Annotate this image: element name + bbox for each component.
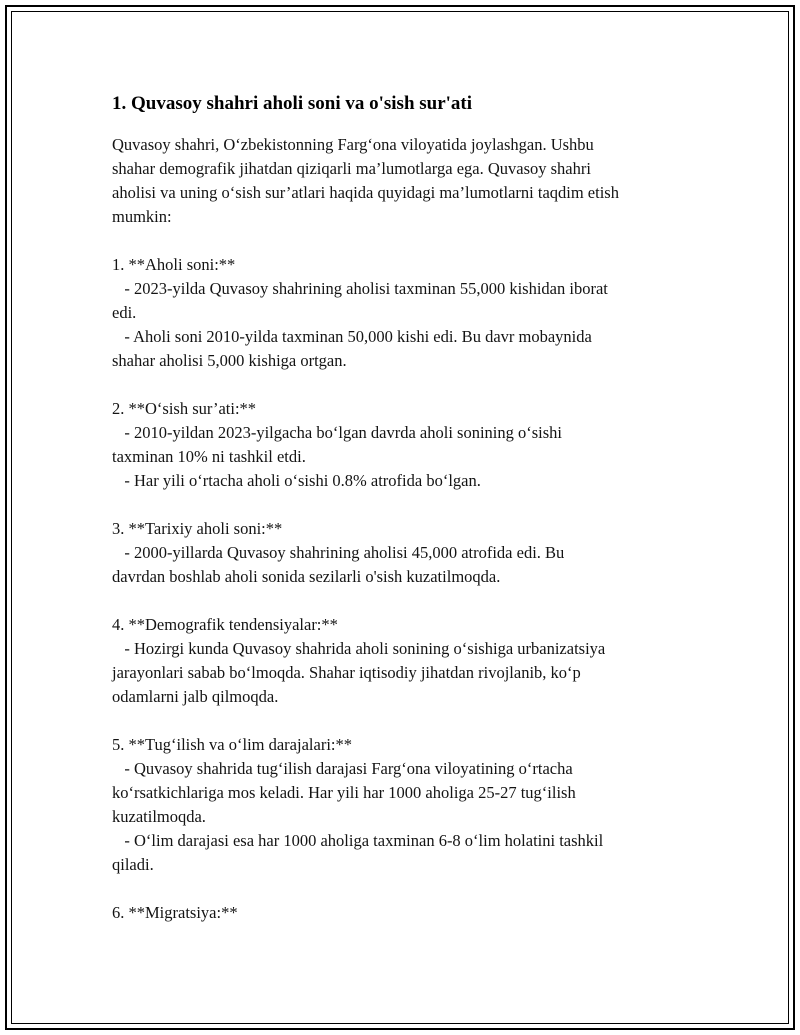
- intro-line: shahar demografik jihatdan qiziqarli ma’lumotlarga ega. Quvasoy shahri: [112, 159, 591, 178]
- section-line: - Hozirgi kunda Quvasoy shahrida aholi sonining o‘sishiga urbanizatsiya: [112, 639, 606, 658]
- section-heading: 2. **O‘sish sur’ati:**: [112, 399, 257, 418]
- section-heading: 6. **Migratsiya:**: [112, 903, 238, 922]
- section-demografik-tendensiyalar: [112, 613, 712, 709]
- document-title: 1. Quvasoy shahri aholi soni va o'sish sur'ati: [112, 93, 473, 114]
- section-line: - Har yili o‘rtacha aholi o‘sishi 0.8% atrofida bo‘lgan.: [112, 471, 481, 490]
- section-line: - 2010-yildan 2023-yilgacha bo‘lgan davrda aholi sonining o‘sishi: [112, 423, 562, 442]
- section-line: davrdan boshlab aholi sonida sezilarli o'sish kuzatilmoqda.: [112, 567, 501, 586]
- section-line: edi.: [112, 303, 137, 322]
- section-migratsiya: [112, 901, 712, 925]
- section-line: - Quvasoy shahrida tug‘ilish darajasi Farg‘ona viloyatining o‘rtacha: [112, 759, 573, 778]
- section-line: taxminan 10% ni tashkil etdi.: [112, 447, 306, 466]
- paragraph-gap: [112, 373, 712, 397]
- section-line: - O‘lim darajasi esa har 1000 aholiga taxminan 6-8 o‘lim holatini tashkil: [112, 831, 604, 850]
- section-line: jarayonlari sabab bo‘lmoqda. Shahar iqtisodiy jihatdan rivojlanib, ko‘p: [112, 663, 581, 682]
- paragraph-gap: [112, 493, 712, 517]
- section-line: qiladi.: [112, 855, 154, 874]
- document-body: [112, 91, 712, 925]
- section-line: - 2000-yillarda Quvasoy shahrining aholisi 45,000 atrofida edi. Bu: [112, 543, 565, 562]
- paragraph-gap: [112, 877, 712, 901]
- intro-line: Quvasoy shahri, O‘zbekistonning Farg‘ona viloyatida joylashgan. Ushbu: [112, 135, 594, 154]
- intro-line: mumkin:: [112, 207, 172, 226]
- paragraph-gap: [112, 589, 712, 613]
- section-line: odamlarni jalb qilmoqda.: [112, 687, 279, 706]
- section-line: - Aholi soni 2010-yilda taxminan 50,000 kishi edi. Bu davr mobaynida: [112, 327, 592, 346]
- intro-line: aholisi va uning o‘sish sur’atlari haqida quyidagi ma’lumotlarni taqdim etish: [112, 183, 619, 202]
- section-heading: 5. **Tug‘ilish va o‘lim darajalari:**: [112, 735, 352, 754]
- section-tugilish-olim: [112, 733, 712, 877]
- section-line: shahar aholisi 5,000 kishiga ortgan.: [112, 351, 347, 370]
- paragraph-gap: [112, 229, 712, 253]
- section-heading: 3. **Tarixiy aholi soni:**: [112, 519, 283, 538]
- section-line: ko‘rsatkichlariga mos keladi. Har yili har 1000 aholiga 25-27 tug‘ilish: [112, 783, 576, 802]
- section-heading: 1. **Aholi soni:**: [112, 255, 236, 274]
- section-tarixiy-aholi-soni: [112, 517, 712, 589]
- intro-paragraph: [112, 133, 712, 229]
- section-heading: 4. **Demografik tendensiyalar:**: [112, 615, 338, 634]
- section-aholi-soni: [112, 253, 712, 373]
- paragraph-gap: [112, 709, 712, 733]
- section-line: kuzatilmoqda.: [112, 807, 206, 826]
- section-osish-surati: [112, 397, 712, 493]
- section-line: - 2023-yilda Quvasoy shahrining aholisi taxminan 55,000 kishidan iborat: [112, 279, 608, 298]
